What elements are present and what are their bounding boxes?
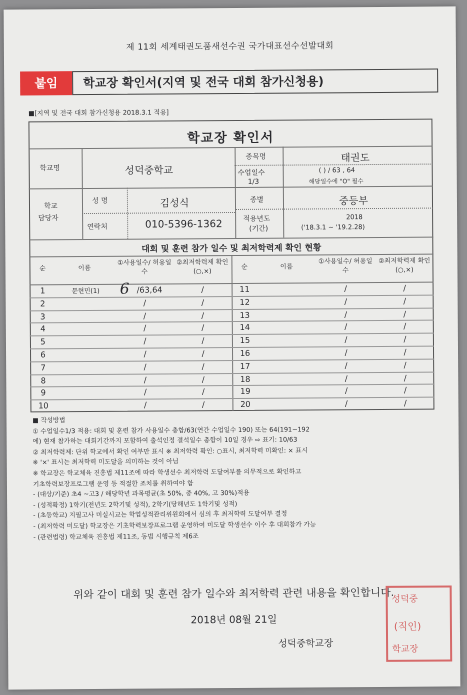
row-min-academic: / bbox=[201, 336, 205, 346]
row-days: / bbox=[344, 360, 348, 371]
handwritten-days-used: 6 bbox=[119, 279, 130, 298]
row-min-academic: / bbox=[403, 386, 407, 396]
row-days: / bbox=[143, 298, 147, 308]
official-seal: 성덕중 (직인) 학교장 bbox=[386, 585, 453, 661]
instruction-line: - (대상/기준) 초4 ~고3 / 해당학년 과목평균(초 50%, 중 40%, 고 30%)적용 bbox=[32, 489, 250, 499]
row-min-academic: / bbox=[403, 373, 407, 383]
row-name: 문현민(1) bbox=[71, 286, 100, 296]
period-label: (기간) bbox=[249, 224, 269, 233]
row-days: / bbox=[344, 309, 348, 319]
col-min-header: ②최저학력제 확인(○,×) bbox=[176, 258, 229, 276]
teacher-label-2: 담당자 bbox=[38, 214, 59, 223]
section-title: 대회 및 훈련 참가 일수 및 최저학력제 확인 현황 bbox=[141, 243, 322, 255]
row-days: / bbox=[344, 348, 348, 358]
row-min-academic: / bbox=[201, 310, 205, 320]
row-days: / bbox=[344, 335, 348, 345]
school-days-ratio-label: 1/3 bbox=[247, 177, 260, 186]
row-number: 20 bbox=[240, 400, 251, 410]
row-number: 3 bbox=[40, 311, 46, 321]
row-min-academic: / bbox=[201, 361, 205, 372]
row-number: 11 bbox=[239, 284, 250, 294]
period-value: ('18.3.1 ~ '19.2.28) bbox=[301, 223, 365, 232]
instruction-line: ① 수업일수1/3 적용: 대회 및 훈련 참가 사용일수 총합/63(연간 수업일수 190) 또는 64(191~192 bbox=[32, 425, 310, 435]
col-no-header: 순 bbox=[39, 264, 46, 273]
row-number: 15 bbox=[239, 336, 251, 346]
row-days: / bbox=[344, 296, 348, 307]
row-days: / bbox=[344, 322, 348, 332]
school-days-label: 수업일수 bbox=[237, 168, 265, 177]
instruction-line: - (관련법령) 학교체육 진흥법 제11조, 동법 시행규칙 제6조 bbox=[33, 531, 199, 541]
col-name-header-right: 이름 bbox=[280, 262, 293, 271]
row-number: 17 bbox=[240, 361, 251, 371]
row-days: / bbox=[143, 362, 147, 372]
year-value: 2018 bbox=[346, 213, 363, 222]
row-days: / bbox=[344, 386, 348, 396]
row-number: 7 bbox=[40, 363, 46, 373]
seal-label: (직인) bbox=[393, 621, 422, 633]
instruction-line: ※ '×' 표시는 최저학력 미도달을 의미하는 것이 아님 bbox=[32, 457, 179, 467]
instruction-line: 기초학력보장프로그램 운영 등 적절한 조치를 취하여야 함 bbox=[32, 478, 194, 488]
instruction-line: - (초등학교) 지필고사 미실시교는 학업성적관리위원회에서 심의 후 최저학력 도달여부 결정 bbox=[33, 509, 288, 520]
row-days: / bbox=[143, 311, 147, 321]
instruction-line: 에) 현재 참가하는 대회기간까지 포함하여 출석인정 결석일수 총합이 10일 경우 ⇨ 표기: 10/63 bbox=[32, 435, 298, 446]
row-days: / bbox=[143, 375, 147, 385]
instruction-line: ② 최저학력제: 단위 학교에서 확인 여부만 표시 ※ 최저학력 확인: ○표시, 최저학력 미확인: × 표시 bbox=[32, 446, 308, 457]
instruction-line: ■ 작성방법 bbox=[32, 416, 66, 425]
row-days: / bbox=[143, 336, 147, 346]
col-days-header-right: ①사용일수/ 허용일수 bbox=[318, 257, 373, 275]
row-number: 13 bbox=[239, 310, 250, 320]
row-min-academic: / bbox=[201, 297, 205, 308]
instruction-line: - (최저학력 미도달) 학교장은 기초학력보장프로그램 운영하여 미도달 학생선수 이수 후 대회참가 가능 bbox=[33, 520, 317, 531]
col-no-header-right: 순 bbox=[241, 262, 248, 271]
event-title: 제 11회 세계태권도품새선수권 국가대표선수선발대회 bbox=[126, 41, 334, 53]
instructions bbox=[32, 413, 316, 542]
row-number: 19 bbox=[240, 387, 251, 397]
row-number: 2 bbox=[40, 299, 46, 309]
form-title: 학교장 확인서 bbox=[187, 130, 275, 147]
school-name-label: 학교명 bbox=[39, 164, 61, 173]
school-days-hint: 해당일수에 "O" 필수 bbox=[308, 178, 364, 186]
row-number: 5 bbox=[40, 337, 46, 347]
contact-value: 010-5396-1362 bbox=[145, 219, 223, 231]
row-min-academic: / bbox=[201, 323, 205, 333]
row-min-academic: / bbox=[201, 387, 205, 397]
row-days: / bbox=[143, 349, 147, 359]
row-min-academic: / bbox=[403, 347, 407, 357]
teacher-label-1: 학교 bbox=[43, 202, 58, 211]
row-min-academic: / bbox=[403, 360, 407, 370]
row-number: 8 bbox=[40, 375, 46, 385]
principal-name: 성덕중학교장 bbox=[278, 638, 334, 650]
row-number: 16 bbox=[239, 348, 251, 358]
row-min-academic: / bbox=[201, 349, 205, 359]
row-min-academic: / bbox=[403, 296, 407, 306]
contact-label: 연락처 bbox=[87, 222, 108, 232]
row-number: 14 bbox=[239, 323, 250, 333]
row-number: 10 bbox=[38, 401, 49, 411]
row-number: 6 bbox=[40, 350, 46, 360]
form-version-note: ■[지역 및 전국 대회 참가신청용 2018.3.1 적용] bbox=[28, 108, 169, 118]
row-days: / bbox=[143, 387, 147, 398]
row-number: 4 bbox=[40, 324, 46, 334]
year-label: 적용년도 bbox=[243, 214, 271, 223]
teacher-name: 김성식 bbox=[159, 198, 190, 210]
document-heading: 학교장 확인서(지역 및 전국 대회 참가신청용) bbox=[72, 69, 438, 96]
row-min-academic: / bbox=[403, 309, 407, 319]
row-days: /63,64 bbox=[136, 285, 163, 295]
sport-value: 태권도 bbox=[340, 153, 370, 165]
teacher-name-label: 성 명 bbox=[91, 196, 108, 205]
issue-date: 2018년 08월 21일 bbox=[190, 614, 278, 627]
school-name: 성덕중학교 bbox=[124, 165, 174, 177]
row-min-academic: / bbox=[202, 400, 205, 410]
row-min-academic: / bbox=[403, 283, 406, 293]
row-days: / bbox=[344, 373, 348, 383]
division-value: 중등부 bbox=[338, 196, 369, 208]
row-days: / bbox=[144, 400, 147, 410]
row-number: 1 bbox=[40, 286, 46, 296]
instruction-line: ※ 학교장은 학교체육 진흥법 제11조에 따라 학생선수 최저학력 도달여부를 의무적으로 확인하고 bbox=[32, 467, 302, 478]
division-label: 종별 bbox=[249, 195, 264, 204]
confirmation-statement: 위와 같이 대회 및 훈련 참가 일수와 최저학력 관련 내용을 확인합니다. bbox=[73, 586, 395, 602]
row-min-academic: / bbox=[201, 285, 204, 295]
row-days: / bbox=[143, 323, 147, 334]
col-min-header-right: ②최저학력제 확인(○,×) bbox=[378, 256, 431, 274]
row-min-academic: / bbox=[404, 398, 407, 408]
sport-label: 종목명 bbox=[245, 152, 266, 161]
row-min-academic: / bbox=[403, 322, 407, 332]
document-page bbox=[4, 6, 461, 689]
col-days-header: ①사용일수/ 허용일수 bbox=[117, 258, 172, 276]
col-name-header: 이름 bbox=[78, 263, 91, 273]
row-min-academic: / bbox=[403, 334, 407, 344]
row-number: 9 bbox=[40, 388, 46, 398]
row-number: 12 bbox=[239, 297, 250, 307]
row-days: / bbox=[344, 284, 347, 294]
attachment-tag: 붙임 bbox=[20, 71, 72, 95]
row-days: / bbox=[345, 399, 348, 409]
row-number: 18 bbox=[240, 374, 251, 384]
instruction-line: - (성적확정) 1학기(전년도 2학기및 성적), 2학기(당해년도 1학기및 성적) bbox=[33, 499, 238, 510]
school-days-value: ( ) / 63 , 64 bbox=[318, 166, 355, 175]
row-min-academic: / bbox=[201, 374, 205, 384]
